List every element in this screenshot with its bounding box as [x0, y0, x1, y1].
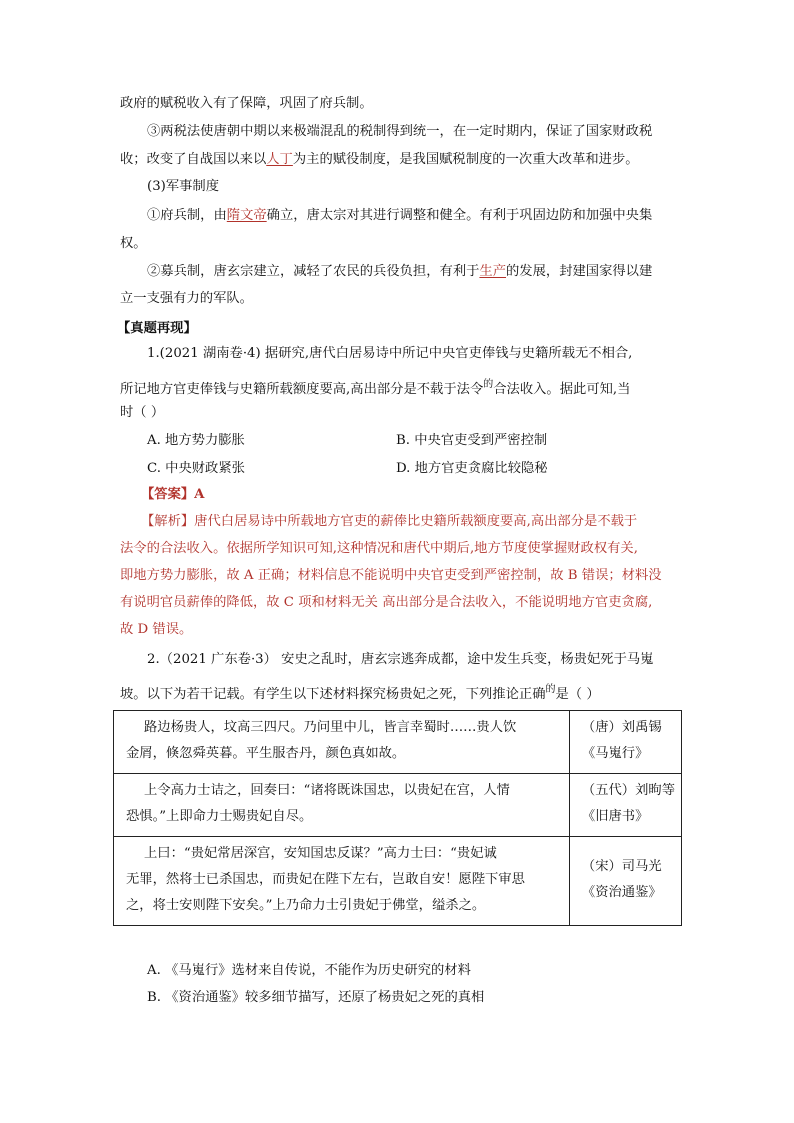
- option-a: A. 地方势力膨胀: [147, 433, 245, 448]
- highlight-term: 隋文帝: [226, 208, 267, 223]
- source-author-cell: [569, 711, 681, 774]
- source-text-cell: [114, 711, 570, 774]
- option-b: B. 中央官吏受到严密控制: [396, 433, 548, 448]
- source-text: 恐惧。”上即命力士赐贵妃自尽。: [126, 809, 313, 824]
- paragraph-text: ③两税法使唐朝中期以来极端混乱的税制得到统一，在一定时期内，保证了国家财政税: [147, 124, 653, 139]
- source-text: 之，将士安则陛下安矣。”上乃命力士引贵妃于佛堂，缢杀之。: [126, 898, 486, 913]
- text-line: [147, 206, 652, 226]
- question-text: 2.（2021 广东卷·3） 安史之乱时，唐玄宗逃奔成都，途中发生兵变，杨贵妃死于马嵬: [147, 652, 654, 667]
- option-b: B. 《资治通鉴》较多细节描写，还原了杨贵妃之死的真相: [147, 990, 485, 1005]
- question-stem: [147, 344, 632, 364]
- analysis-line: 有说明官员薪俸的降低，故 C 项和材料无关 高出部分是合法收入，不能说明地方官吏贪腐,: [120, 595, 653, 610]
- source-text: 上曰：“贵妃常居深宫，安知国忠反谋？”高力士曰：“贵妃诚: [144, 846, 497, 861]
- question-stem: [120, 375, 630, 400]
- question-stem: [120, 403, 164, 423]
- source-author: （五代）刘昫等: [581, 783, 675, 798]
- paragraph-text: 收；改变了自战国以来以: [120, 152, 267, 167]
- source-author: （唐）刘禹锡: [581, 720, 662, 735]
- paragraph-text: 政府的赋税收入有了保障，巩固了府兵制。: [120, 96, 373, 111]
- option-d: D. 地方官吏贪腐比较隐秘: [396, 461, 548, 476]
- source-text: 无罪，然将士已杀国忠，而贵妃在陛下左右，岂敢自安！愿陛下审思: [126, 872, 525, 887]
- source-book: 《马嵬行》: [581, 746, 649, 761]
- table-row: [114, 837, 682, 926]
- paragraph-text: 为主的赋役制度，是我国赋税制度的一次重大改革和进步。: [292, 152, 639, 167]
- option-a: A. 《马嵬行》选材来自传说，不能作为历史研究的材料: [147, 963, 471, 978]
- highlight-term: 人丁: [266, 152, 293, 167]
- question-text: 合法收入。据此可知,当: [493, 382, 631, 397]
- superscript-mark: 的: [545, 684, 556, 695]
- text-line: [120, 289, 253, 309]
- paragraph-text: 的发展，封建国家得以建: [506, 264, 653, 279]
- analysis-line: 即地方势力膨胀，故 A 正确；材料信息不能说明中央官吏受到严密控制，故 B 错误；材料没: [120, 568, 662, 583]
- source-book: 《资治通鉴》: [581, 885, 662, 900]
- source-book: 《旧唐书》: [581, 809, 649, 824]
- question-text: 所记地方官吏俸钱与史籍所载额度要高,高出部分是不载于法令: [120, 382, 484, 397]
- analysis-line: 法令的合法收入。依据所学知识可知,这种情况和唐代中期后,地方节度使掌握财政权有关,: [120, 541, 638, 556]
- text-line: [147, 122, 652, 142]
- paragraph-text: ②募兵制，唐玄宗建立，减轻了农民的兵役负担，有利于: [147, 264, 480, 279]
- paragraph-text: 权。: [120, 236, 147, 251]
- question-text: 是（ ）: [555, 687, 600, 702]
- question-text: 坡。以下为若干记载。有学生以下述材料探究杨贵妃之死，下列推论正确: [120, 687, 546, 702]
- source-text-cell: [114, 774, 570, 837]
- paragraph-text: ①府兵制，由: [147, 208, 227, 223]
- question-text: 时（ ）: [120, 405, 165, 420]
- source-table: [113, 710, 682, 926]
- question-text: 1.(2021 湖南卷·4) 据研究,唐代白居易诗中所记中央官吏俸钱与史籍所载无不相合,: [147, 346, 633, 361]
- source-author-cell: [569, 774, 681, 837]
- highlight-term: 生产: [479, 264, 507, 279]
- text-line: [120, 234, 147, 254]
- analysis-line: 【解析】唐代白居易诗中所载地方官吏的薪俸比史籍所载额度要高,高出部分是不载于: [141, 514, 638, 529]
- analysis-line: 故 D 错误。: [120, 622, 193, 637]
- text-line: [120, 94, 373, 114]
- answer-label: 【答案】A: [141, 487, 205, 502]
- option-c: C. 中央财政紧张: [147, 461, 245, 476]
- source-author: （宋）司马光: [581, 859, 662, 874]
- text-line: [147, 262, 652, 282]
- source-author-cell: [569, 837, 681, 926]
- source-text: 路边杨贵人，坟高三四尺。乃问里中儿，皆言幸蜀时……贵人饮: [144, 720, 517, 735]
- superscript-mark: 的: [483, 379, 494, 390]
- source-text-cell: [114, 837, 570, 926]
- subheading: [147, 177, 219, 197]
- question-stem: [120, 680, 600, 705]
- subheading-text: (3)军事制度: [147, 179, 220, 194]
- source-text: 上令高力士诘之，回奏曰：“诸将既诛国忠，以贵妃在宫，人情: [144, 783, 510, 798]
- text-line: [120, 150, 639, 170]
- source-text: 金屑，倏忽舜英暮。平生服杏丹，颜色真如故。: [126, 746, 406, 761]
- question-stem: [147, 650, 653, 670]
- paragraph-text: 确立，唐太宗对其进行调整和健全。有利于巩固边防和加强中央集: [266, 208, 653, 223]
- table-row: [114, 774, 682, 837]
- table-row: [114, 711, 682, 774]
- section-title: 【真题再现】: [117, 321, 197, 336]
- paragraph-text: 立一支强有力的军队。: [120, 291, 253, 306]
